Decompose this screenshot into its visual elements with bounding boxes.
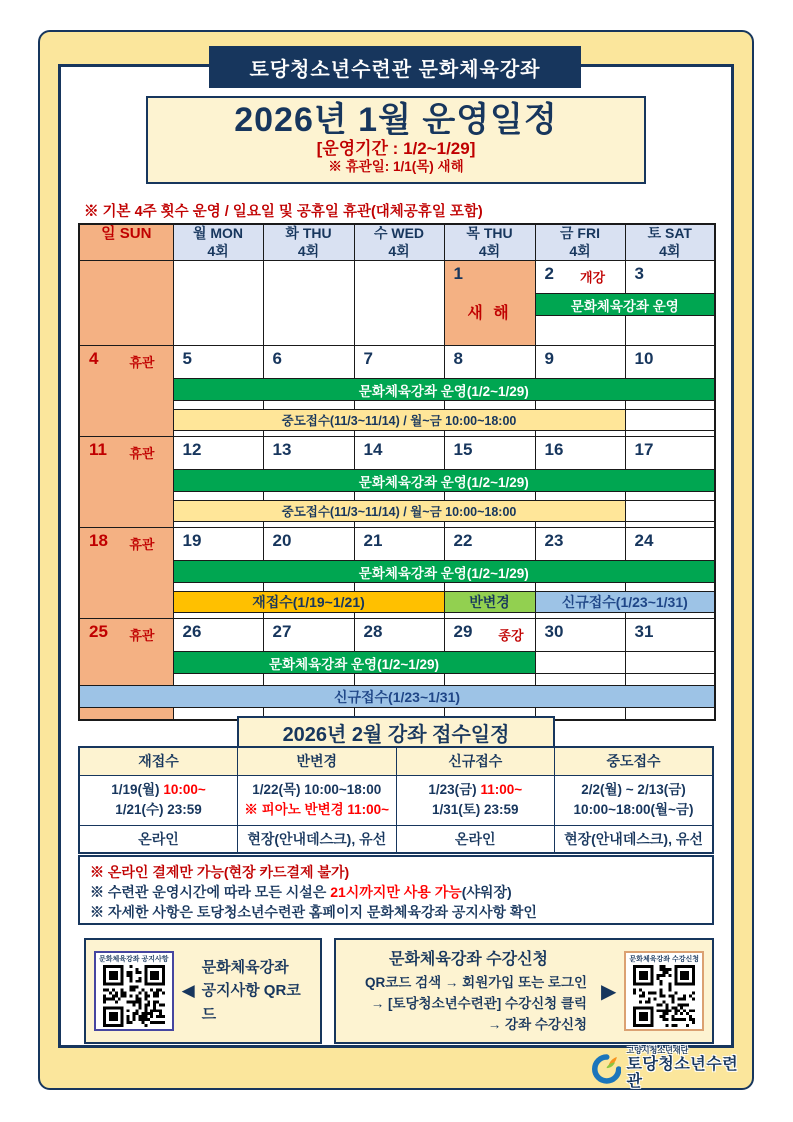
feb-dates-midway: 2/2(월) ~ 2/13(금) 10:00~18:00(월~금) (555, 775, 714, 825)
notice-line-1: ※ 온라인 결제만 가능(현장 카드결제 불가) (90, 864, 350, 880)
day-header-mon: 월 MON 4회 (173, 224, 263, 261)
cell-jan30: 30 (535, 619, 625, 652)
sunday-strip (79, 708, 173, 720)
closed-tag: 휴관 (129, 446, 155, 461)
feb-header-new-apply: 신규접수 (396, 747, 555, 775)
cell-jan2: 2 개강 (535, 261, 625, 294)
cell-jan9: 9 (535, 346, 625, 379)
qr-apply-pattern-icon (633, 965, 695, 1027)
logo-center-name: 토당청소년수련관 (626, 1055, 739, 1091)
feb-method-reapply: 온라인 (79, 825, 238, 853)
cell-empty (625, 316, 715, 346)
left-arrow-icon: ◀ (181, 981, 195, 1000)
feb-method-midway: 현장(안내데스크), 유선 (555, 825, 714, 853)
cell-jan15: 15 (444, 437, 535, 470)
week1-row (79, 261, 715, 294)
cell-jan23: 23 (535, 528, 625, 561)
title-box (146, 96, 646, 184)
closed-tag: 휴관 (129, 537, 155, 552)
day-header-sun: 일 SUN (79, 224, 173, 261)
logo-swoosh-icon (592, 1053, 621, 1085)
week3-operation-bar: 문화체육강좌 운영(1/2~1/29) (173, 470, 715, 492)
notice-box (78, 855, 714, 925)
day-header-wed: 수 WED 4회 (354, 224, 444, 261)
week4-reapply-bar: 재접수(1/19~1/21) (173, 592, 444, 613)
top-note: ※ 기본 4주 횟수 운영 / 일요일 및 공휴일 휴관(대체공휴일 포함) (84, 204, 483, 220)
cell-empty (263, 261, 354, 346)
notice-line-2: ※ 수련관 운영시간에 따라 모든 시설은 21시까지만 사용 가능(샤워장) (90, 884, 512, 900)
cell-jan16: 16 (535, 437, 625, 470)
cell-jan22: 22 (444, 528, 535, 561)
week2-row (79, 346, 715, 379)
cell-jan13: 13 (263, 437, 354, 470)
week4-row (79, 528, 715, 561)
cell-jan19: 19 (173, 528, 263, 561)
logo (592, 1046, 744, 1091)
qr-notice-label: ◀ 문화체육강좌 공지사항 QR코드 (181, 959, 301, 1023)
cell-jan17: 17 (625, 437, 715, 470)
cell-jan21: 21 (354, 528, 444, 561)
week4-new-apply-bar: 신규접수(1/23~1/31) (535, 592, 715, 613)
day-header-sat: 토 SAT 4회 (625, 224, 715, 261)
day-header-row (79, 224, 715, 261)
cell-empty (173, 261, 263, 346)
feb-dates-reapply: 1/19(월) 10:00~ 1/21(수) 23:59 (79, 775, 238, 825)
qr-notice-box (84, 938, 322, 1044)
week2-operation-bar: 문화체육강좌 운영(1/2~1/29) (173, 379, 715, 401)
day-header-fri: 금 FRI 4회 (535, 224, 625, 261)
week5-operation-bar: 문화체육강좌 운영(1/2~1/29) (173, 652, 535, 674)
logo-org-name: 고양시청소년재단 (626, 1046, 689, 1056)
week1-operation-bar: 문화체육강좌 운영 (535, 294, 715, 316)
feb-schedule-title: 2026년 2월 강좌 접수일정 (237, 716, 555, 748)
cell-sun-empty (79, 261, 173, 346)
qr-code-notice (94, 951, 174, 1032)
qr-notice-caption: 문화체육강좌 공지사항 (99, 955, 169, 963)
feb-method-class-change: 현장(안내데스크), 유선 (238, 825, 397, 853)
qr-apply-caption: 문화체육강좌 수강신청 (629, 955, 699, 963)
start-tag: 개강 (579, 270, 606, 285)
cell-jan10: 10 (625, 346, 715, 379)
cell-jan26: 26 (173, 619, 263, 652)
right-arrow-icon: ▶ (601, 980, 617, 1003)
operation-period: [운영기간 : 1/2~1/29] (316, 139, 476, 159)
week4-class-change-bar: 반변경 (444, 592, 535, 613)
cell-jan6: 6 (263, 346, 354, 379)
banner-text: 토당청소년수련관 문화체육강좌 (249, 58, 541, 81)
feb-dates-class-change: 1/22(목) 10:00~18:00 ※ 피아노 반변경 11:00~ (238, 775, 397, 825)
holiday-note: ※ 휴관일: 1/1(목) 새해 (328, 158, 464, 174)
feb-schedule-table (78, 746, 714, 854)
qr-apply-instructions: 문화체육강좌 수강신청 QR코드 검색 → 회원가입 또는 로그인 → [토당청소년수련관] 수강신청 클릭 → 강좌 수강신청 (344, 946, 593, 1036)
cell-jan3: 3 (625, 261, 715, 294)
cell-jan12: 12 (173, 437, 263, 470)
cell-empty (354, 261, 444, 346)
cell-jan18-closed: 18 휴관 (79, 528, 173, 619)
cell-jan29: 29 종강 (444, 619, 535, 652)
calendar-table (78, 223, 716, 721)
closed-tag: 휴관 (129, 355, 155, 370)
end-tag: 종강 (498, 628, 524, 643)
week3-row (79, 437, 715, 470)
cell-jan27: 27 (263, 619, 354, 652)
cell-jan20: 20 (263, 528, 354, 561)
feb-method-row (79, 825, 713, 853)
cell-jan28: 28 (354, 619, 444, 652)
cell-jan14: 14 (354, 437, 444, 470)
cell-jan25-closed: 25 휴관 (79, 619, 173, 686)
week5-new-apply-bar: 신규접수(1/23~1/31) (79, 686, 715, 708)
week2-midway-bar: 중도접수(11/3~11/14) / 월~금 10:00~18:00 (173, 410, 625, 431)
day-header-thu: 목 THU 4회 (444, 224, 535, 261)
qr-code-apply (624, 951, 704, 1032)
feb-header-row (79, 747, 713, 775)
closed-tag: 휴관 (129, 628, 155, 643)
cell-jan1-newyear: 1 새 해 (444, 261, 535, 346)
feb-method-new-apply: 온라인 (396, 825, 555, 853)
cell-jan4-closed: 4 휴관 (79, 346, 173, 437)
page-title: 2026년 1월 운영일정 (234, 101, 558, 139)
day-header-tue: 화 THU 4회 (263, 224, 354, 261)
feb-header-reapply: 재접수 (79, 747, 238, 775)
week4-operation-bar: 문화체육강좌 운영(1/2~1/29) (173, 561, 715, 583)
week3-midway-bar: 중도접수(11/3~11/14) / 월~금 10:00~18:00 (173, 501, 625, 522)
week5-row (79, 619, 715, 652)
cell-jan5: 5 (173, 346, 263, 379)
qr-apply-title: 문화체육강좌 수강신청 (389, 951, 549, 969)
newyear-label: 새 해 (467, 305, 512, 322)
qr-notice-pattern-icon (103, 965, 165, 1027)
feb-dates-new-apply: 1/23(금) 11:00~ 1/31(토) 23:59 (396, 775, 555, 825)
cell-jan7: 7 (354, 346, 444, 379)
feb-dates-row (79, 775, 713, 825)
cell-jan24: 24 (625, 528, 715, 561)
cell-jan31: 31 (625, 619, 715, 652)
feb-header-class-change: 반변경 (238, 747, 397, 775)
cell-jan8: 8 (444, 346, 535, 379)
qr-apply-box (334, 938, 714, 1044)
feb-header-midway: 중도접수 (555, 747, 714, 775)
notice-line-3: ※ 자세한 사항은 토당청소년수련관 홈페이지 문화체육강좌 공지사항 확인 (90, 904, 537, 920)
banner (209, 46, 581, 88)
cell-empty (535, 316, 625, 346)
cell-jan11-closed: 11 휴관 (79, 437, 173, 528)
